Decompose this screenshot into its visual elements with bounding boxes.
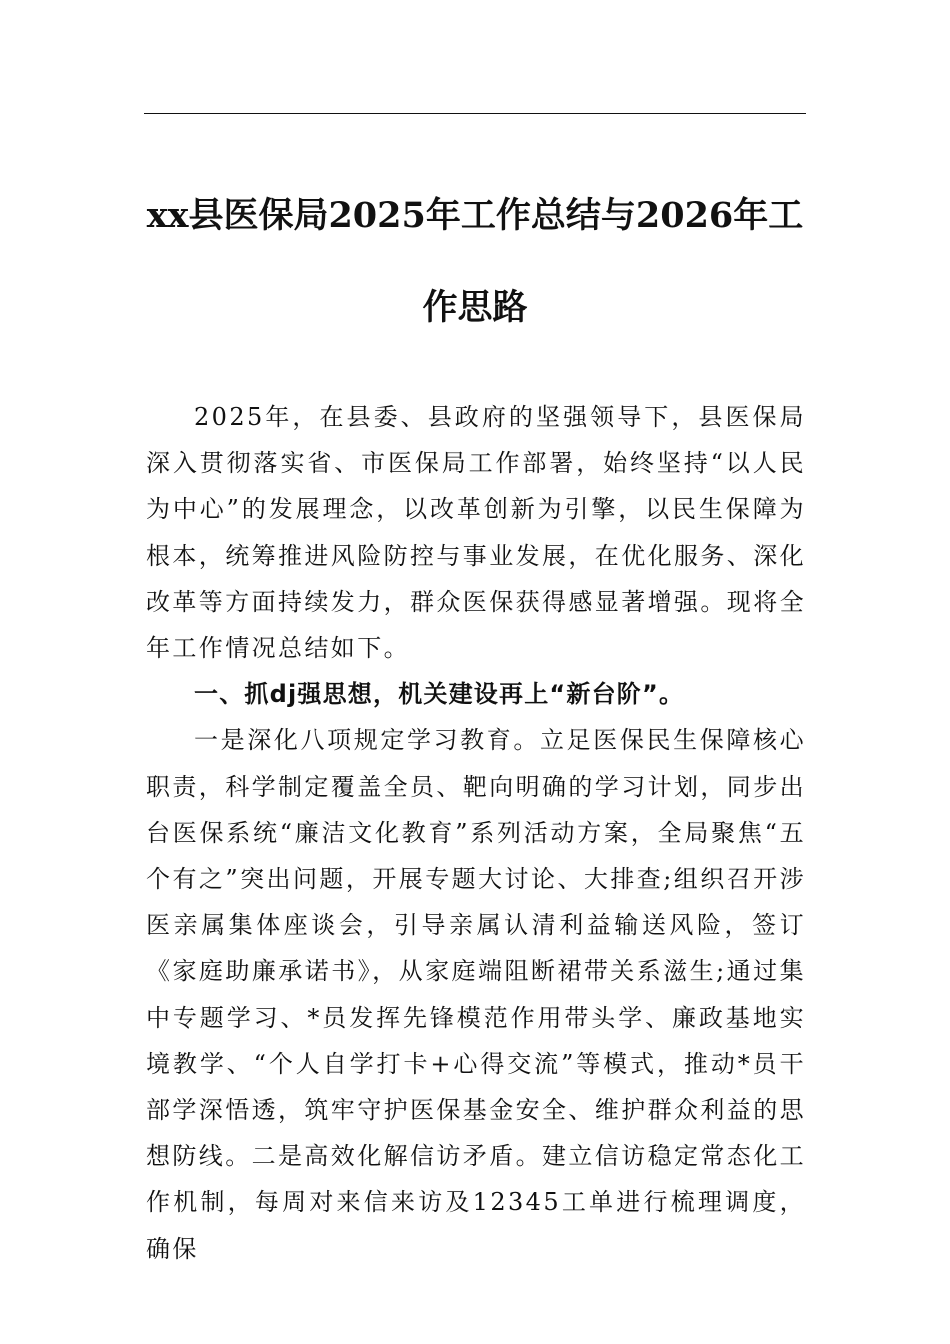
header-rule [144, 113, 806, 114]
section-1-paragraph: 一是深化八项规定学习教育。立足医保民生保障核心职责，科学制定覆盖全员、靶向明确的学习计划，同步出台医保系统“廉洁文化教育”系列活动方案，全局聚焦“五个有之”突出问题，开展专题大讨论、大排查;组织召开涉医亲属集体座谈会，引导亲属认清利益输送风险，签订《家庭助廉承诺书》，从家庭端阻断裙带关系滋生;通过集中专题学习、*员发挥先锋模范作用带头学、廉政基地实境教学、“个人自学打卡+心得交流”等模式，推动*员干部学深悟透，筑牢守护医保基金安全、维护群众利益的思想防线。二是高效化解信访矛盾。建立信访稳定常态化工作机制，每周对来信来访及12345工单进行梳理调度，确保 [146, 726, 806, 1263]
document-body [146, 394, 806, 1272]
document-title: xx县医保局2025年工作总结与2026年工作思路 [146, 195, 804, 328]
intro-paragraph: 2025年，在县委、县政府的坚强领导下，县医保局深入贯彻落实省、市医保局工作部署，始终坚持“以人民为中心”的发展理念，以改革创新为引擎，以民生保障为根本，统筹推进风险防控与事业发展，在优化服务、深化改革等方面持续发力，群众医保获得感显著增强。现将全年工作情况总结如下。 [146, 403, 806, 663]
section-heading-1: 一、抓dj强思想，机关建设再上“新台阶”。 [194, 680, 685, 709]
